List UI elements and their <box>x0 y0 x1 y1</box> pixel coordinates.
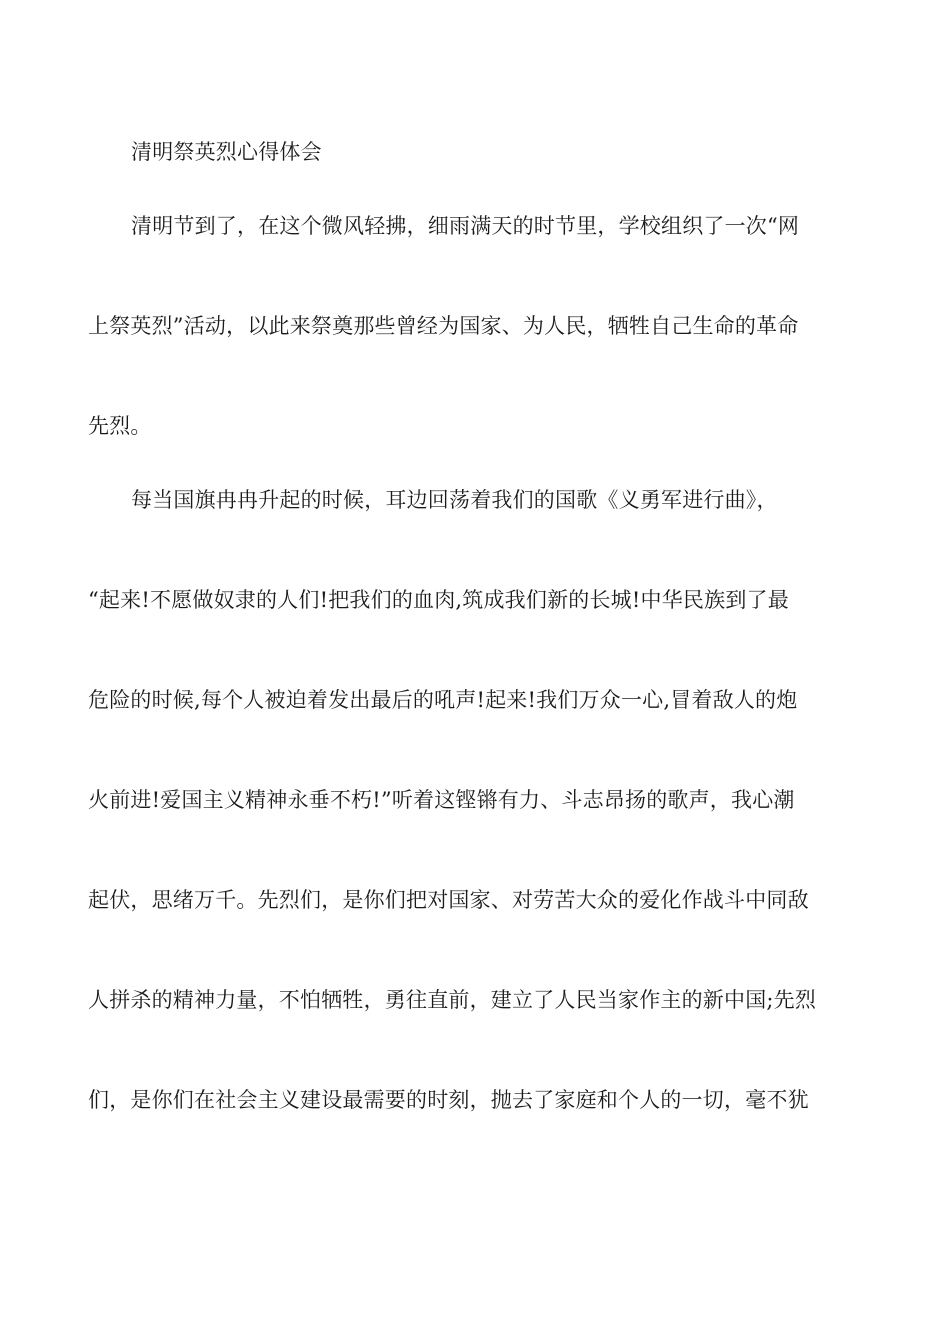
paragraph-2-line-6: 人拼杀的精神力量，不怕牺牲，勇往直前，建立了人民当家作主的新中国;先烈 <box>88 988 817 1012</box>
paragraph-2-line-5: 起伏，思绪万千。先烈们，是你们把对国家、对劳苦大众的爱化作战斗中同敌 <box>88 888 809 912</box>
paragraph-2-line-4: 火前进!爱国主义精神永垂不朽!”听着这铿锵有力、斗志昂扬的歌声，我心潮 <box>88 788 795 812</box>
paragraph-1-line-3: 先烈。 <box>88 414 152 438</box>
document-title: 清明祭英烈心得体会 <box>131 140 322 164</box>
paragraph-2-line-7: 们，是你们在社会主义建设最需要的时刻，抛去了家庭和个人的一切，毫不犹 <box>88 1088 809 1112</box>
paragraph-1-line-2: 上祭英烈”活动，以此来祭奠那些曾经为国家、为人民，牺牲自己生命的革命 <box>88 314 799 338</box>
paragraph-2-line-3: 危险的时候,每个人被迫着发出最后的吼声!起来!我们万众一心,冒着敌人的炮 <box>88 688 798 712</box>
paragraph-1-line-1: 清明节到了，在这个微风轻拂，细雨满天的时节里，学校组织了一次“网 <box>131 214 800 238</box>
paragraph-2-line-2: “起来!不愿做奴隶的人们!把我们的血肉,筑成我们新的长城!中华民族到了最 <box>88 588 789 612</box>
paragraph-2-line-1: 每当国旗冉冉升起的时候，耳边回荡着我们的国歌《义勇军进行曲》， <box>131 488 778 512</box>
